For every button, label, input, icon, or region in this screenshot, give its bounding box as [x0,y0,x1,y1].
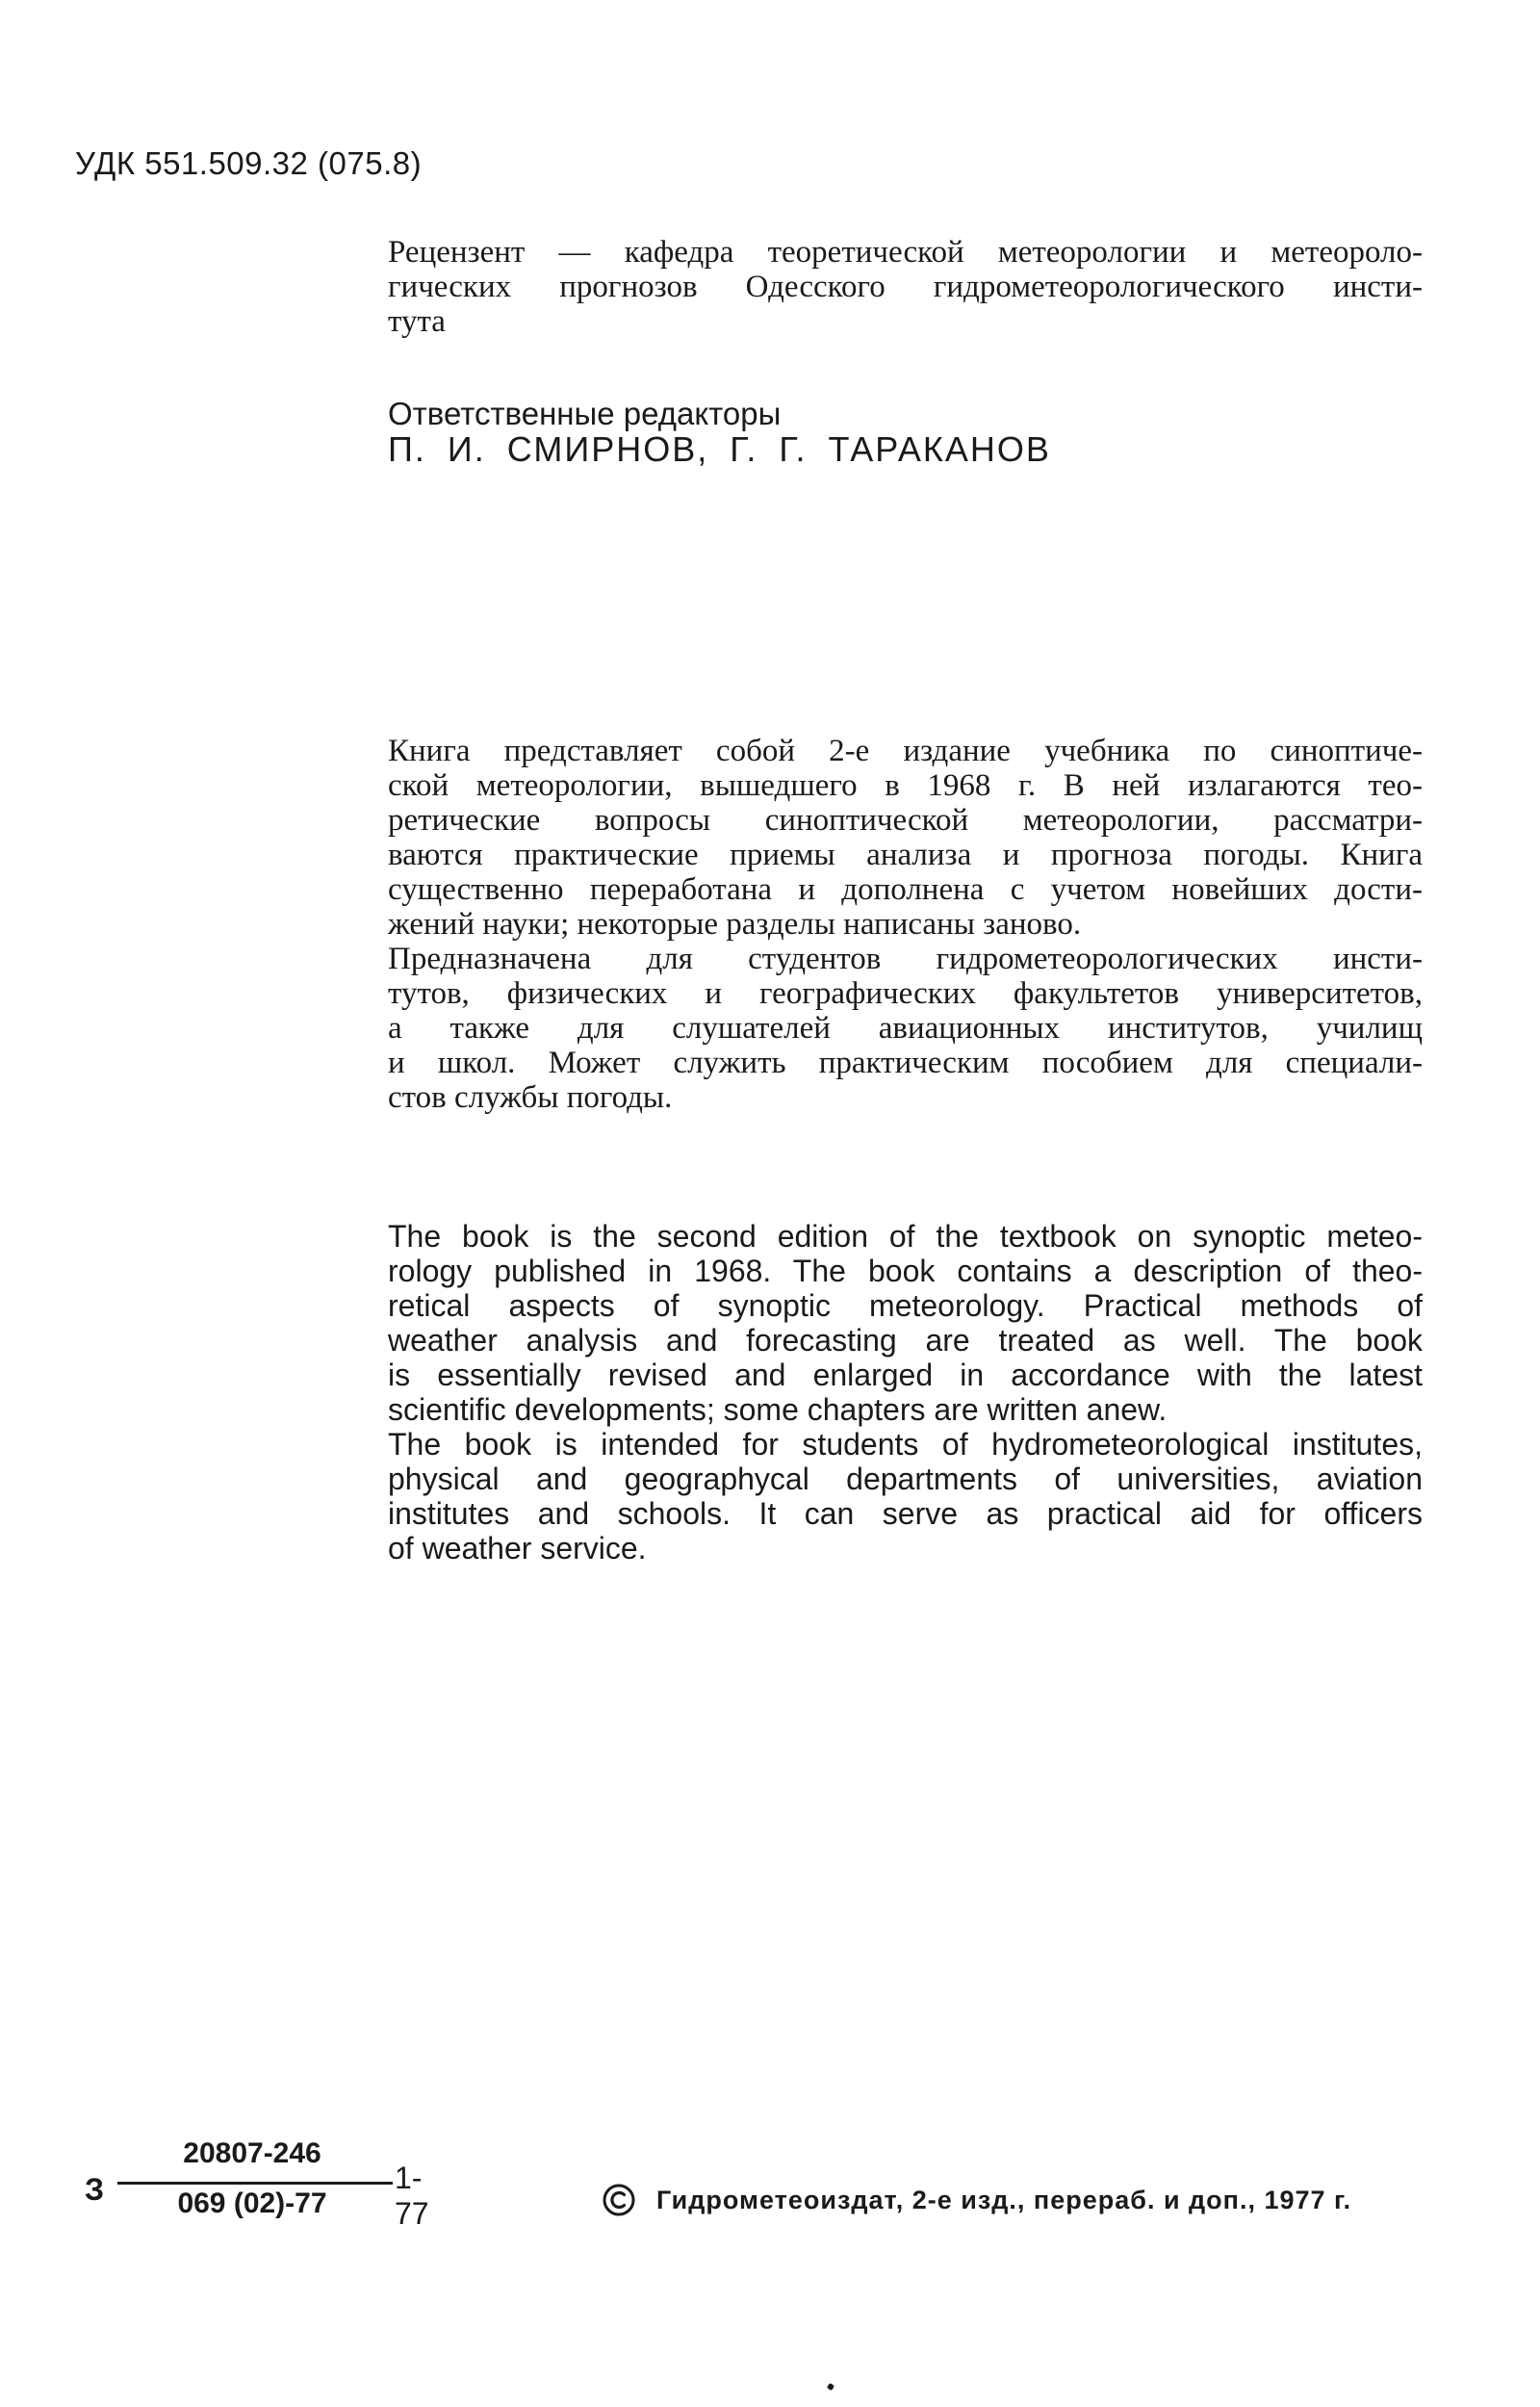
reviewer-line: тута [388,304,446,339]
abstract-english [388,1219,1423,1566]
copyright-icon [603,2184,635,2216]
abstract-ru-line: ретические вопросы синоптической метеорологии, рассматри- [388,803,1423,838]
abstract-en-line: of weather service. [388,1531,647,1566]
abstract-en-line: retical aspects of synoptic meteorology. Practical methods of [388,1288,1423,1323]
abstract-en-line: rology published in 1968. The book contains a description of theo- [388,1254,1423,1288]
abstract-ru-line: жений науки; некоторые разделы написаны заново. [388,907,1082,942]
copyright-text: Гидрометеоиздат, 2-е изд., перераб. и доп., 1977 г. [656,2186,1352,2214]
abstract-ru-line: ской метеорологии, вышедшего в 1968 г. В ней излагаются тео- [388,768,1423,803]
abstract-ru-line: существенно переработана и дополнена с учетом новейших дости- [388,872,1423,907]
bbk-fraction-bar [117,2182,393,2185]
print-speck [827,2383,834,2391]
bbk-denominator: 069 (02)-77 [177,2187,327,2219]
abstract-ru-line: Книга представляет собой 2-е издание учебника по синоптиче- [388,734,1423,768]
abstract-ru-line: ваются практические приемы анализа и прогноза погоды. Книга [388,838,1423,872]
abstract-ru-line: тутов, физических и географических факультетов университетов, [388,976,1423,1011]
abstract-en-line: institutes and schools. It can serve as practical aid for officers [388,1496,1423,1531]
abstract-en-line: The book is intended for students of hydrometeorological institutes, [388,1427,1423,1462]
reviewer-line: гических прогнозов Одесского гидрометеорологического инсти- [388,270,1423,304]
abstract-ru-line: а также для слушателей авиационных институтов, училищ [388,1011,1423,1046]
abstract-ru-line: стов службы погоды. [388,1080,673,1115]
reviewer-line: Рецензент — кафедра теоретической метеорологии и метеороло- [388,235,1423,270]
copyright-line [603,2183,1351,2217]
abstract-en-line: scientific developments; some chapters are written anew. [388,1392,1168,1427]
bbk-suffix: 1-77 [395,2161,429,2231]
abstract-ru-line: и школ. Может служить практическим пособием для специали- [388,1046,1423,1080]
abstract-en-line: The book is the second edition of the textbook on synoptic meteo- [388,1219,1423,1254]
editors-label: Ответственные редакторы [388,396,782,431]
abstract-en-line: weather analysis and forecasting are treated as well. The book [388,1323,1423,1358]
abstract-en-line: physical and geographycal departments of universities, aviation [388,1462,1423,1496]
bbk-prefix: З [85,2172,105,2207]
reviewer-note [388,235,1423,339]
abstract-en-line: is essentially revised and enlarged in accordance with the latest [388,1358,1423,1392]
abstract-russian [388,734,1423,1115]
abstract-ru-line: Предназначена для студентов гидрометеорологических инсти- [388,942,1423,976]
bbk-index [85,2134,429,2239]
bbk-numerator: 20807-246 [183,2137,321,2169]
editors-names: П. И. СМИРНОВ, Г. Г. ТАРАКАНОВ [388,429,1051,469]
udk-code: УДК 551.509.32 (075.8) [75,145,423,181]
